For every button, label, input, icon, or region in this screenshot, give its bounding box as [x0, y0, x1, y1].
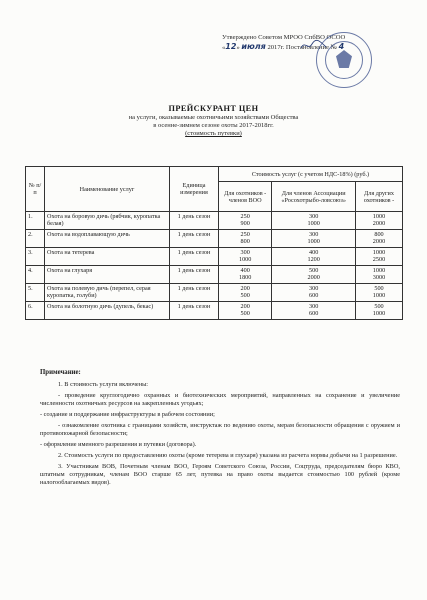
unit-cell: 1 день сезон [170, 212, 219, 230]
unit-cell: 1 день сезон [170, 248, 219, 266]
header-num: № п/п [26, 167, 45, 212]
header-col-other: Для других охотников - [355, 182, 402, 212]
header-col-association: Для членов Ассоциации «Росохотрыбо-ловсоюз» [272, 182, 356, 212]
subtitle-line-2: в осенне-зимнем сезоне охоты 2017-2018гг. [153, 122, 274, 129]
approval-day: 12 [225, 42, 237, 51]
price-voo: 250 900 [219, 212, 272, 230]
price-association: 300 600 [272, 284, 356, 302]
unit-cell: 1 день сезон [170, 266, 219, 284]
note-item: 3. Участникам ВОВ, Почетным членам ВОО, Героям Советского Союза, России, Соцтруда, председателям бюро КВО, штатным сотрудникам, членам ВОО старше 65 лет, путевка на право охоты выдается стоимостью 100 рублей (кроме налогооблагаемых видов). [40, 463, 400, 486]
price-association: 500 2000 [272, 266, 356, 284]
unit-cell: 1 день сезон [170, 302, 219, 320]
table-row [26, 266, 403, 284]
price-other: 1000 2000 [355, 212, 402, 230]
service-name: Охота на глухаря [45, 266, 170, 284]
table-row [26, 212, 403, 230]
service-name: Охота на боровую дичь (рябчик, куропатка белая) [45, 212, 170, 230]
price-other: 1000 2500 [355, 248, 402, 266]
price-association: 300 600 [272, 302, 356, 320]
header-name: Наименование услуг [45, 167, 170, 212]
approval-month: июля [241, 42, 266, 51]
note-item: - создание и поддержание инфраструктуры в рабочем состоянии; [40, 411, 215, 418]
quote-open: « [222, 44, 226, 51]
header-unit: Единица измерения [170, 167, 219, 212]
price-association: 400 1200 [272, 248, 356, 266]
price-other: 500 1000 [355, 302, 402, 320]
price-voo: 200 500 [219, 284, 272, 302]
note-item: 1. В стоимость услуги включены: [58, 381, 149, 388]
approval-line: Утверждено Советом МРОО СпбВО ОСОО [222, 34, 346, 41]
note-item: - оформление именного разрешения и путевки (договора). [40, 441, 197, 448]
price-voo: 250 800 [219, 230, 272, 248]
service-name: Охота на водоплавающую дичь [45, 230, 170, 248]
unit-cell: 1 день сезон [170, 230, 219, 248]
row-number: 2. [26, 230, 45, 248]
service-name: Охота на болотную дичь (дупель, бекас) [45, 302, 170, 320]
row-number: 4. [26, 266, 45, 284]
price-table [25, 166, 403, 320]
subtitle-line-1: на услуги, оказываемые охотничьими хозяйствами Общества [128, 114, 299, 121]
protocol-number: 4 [338, 42, 345, 51]
table-header-row [26, 167, 403, 182]
price-voo: 400 1800 [219, 266, 272, 284]
approval-year-text: 2017г. Постановление № [267, 44, 337, 51]
unit-cell: 1 день сезон [170, 284, 219, 302]
table-row [26, 302, 403, 320]
table-row [26, 248, 403, 266]
price-association: 300 1000 [272, 212, 356, 230]
header-col-voo: Для охотников - членов ВОО [219, 182, 272, 212]
price-other: 500 1000 [355, 284, 402, 302]
notes-block [40, 381, 400, 490]
row-number: 5. [26, 284, 45, 302]
price-other: 1000 3000 [355, 266, 402, 284]
row-number: 1. [26, 212, 45, 230]
note-item: - ознакомление охотника с границами хозяйств, инструктаж по ведению охоты, мерам безопасности обращения с оружием и противопожарной безопасности; [40, 422, 400, 437]
header-cost-group: Стоимость услуг (с учетом НДС-18%) (руб.) [219, 167, 403, 182]
price-other: 800 2000 [355, 230, 402, 248]
table-row [26, 284, 403, 302]
row-number: 6. [26, 302, 45, 320]
price-voo: 200 500 [219, 302, 272, 320]
price-association: 300 1000 [272, 230, 356, 248]
document-title: ПРЕЙСКУРАНТ ЦЕН [168, 104, 259, 113]
service-name: Охота на тетерева [45, 248, 170, 266]
table-row [26, 230, 403, 248]
subtitle-line-3: (стоимость путевки) [185, 130, 242, 137]
note-item: 2. Стоимость услуги по предоставлению охоты (кроме тетерева и глухаря) указана из расчета нормы добычи на 1 разрешение. [58, 452, 398, 459]
organization-seal [316, 32, 372, 88]
service-name: Охота на полевую дичь (перепел, серая куропатка, голуби) [45, 284, 170, 302]
row-number: 3. [26, 248, 45, 266]
table-body [26, 212, 403, 320]
quote-close: » [236, 44, 240, 51]
note-item: - проведение круглогодично охранных и биотехнических мероприятий, направленных на сохранение и увеличение численности охотничьих ресурсов на закрепленных угодьях; [40, 392, 400, 407]
notes-heading: Примечание: [40, 369, 81, 376]
document-subtitle [0, 114, 427, 138]
price-voo: 300 1000 [219, 248, 272, 266]
